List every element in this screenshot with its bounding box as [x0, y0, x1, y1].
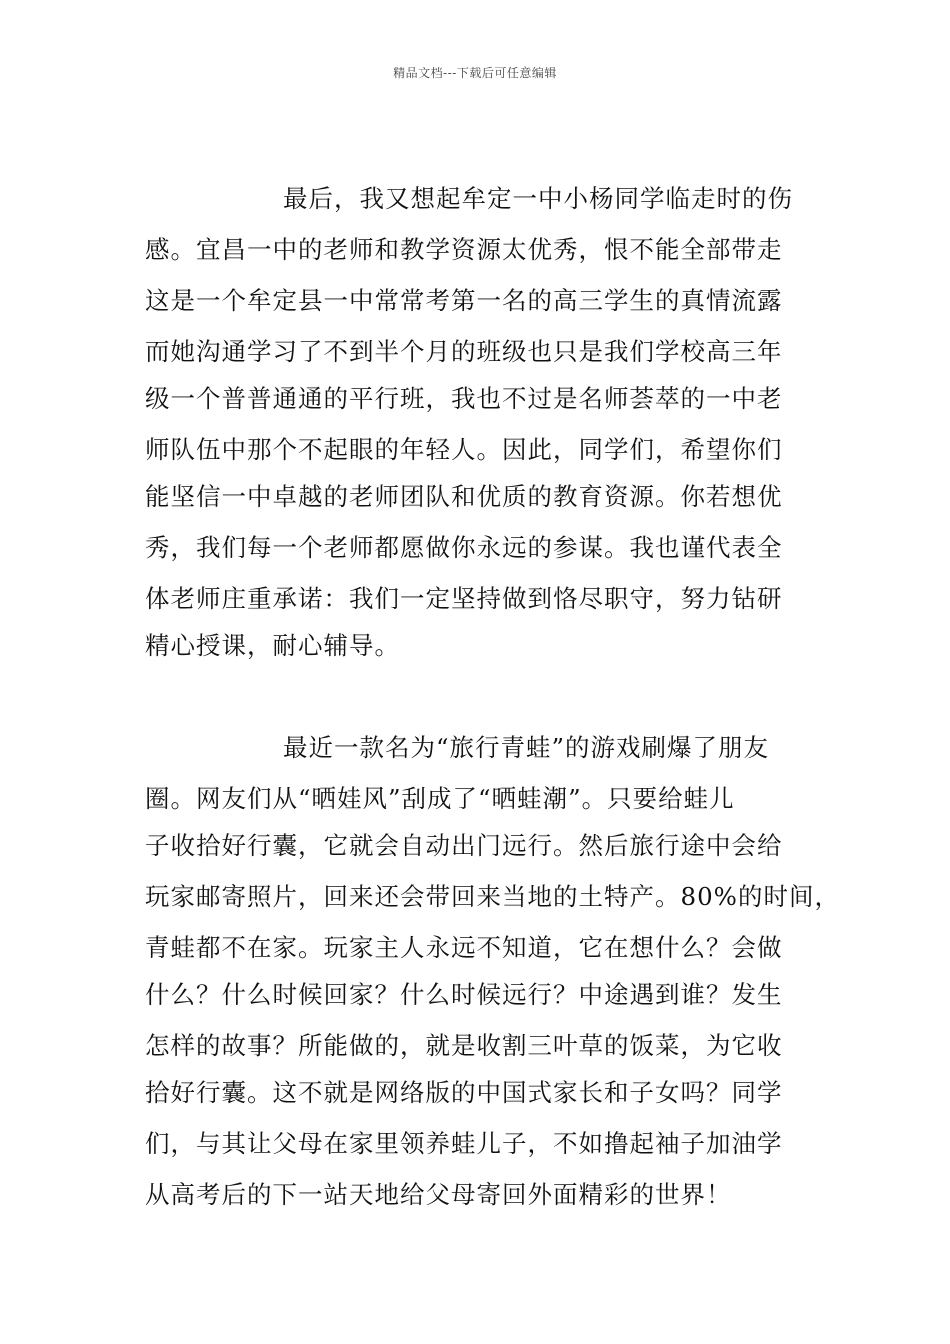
- paragraph-line: 体老师庄重承诺：我们一定坚持做到恪尽职守，努力钻研: [145, 584, 783, 613]
- paragraph-line: 拾好行囊。这不就是网络版的中国式家长和子女吗？同学: [145, 1078, 783, 1107]
- paragraph-line: 级一个普普通通的平行班，我也不过是名师荟萃的一中老: [145, 384, 783, 413]
- paragraph-line: 而她沟通学习了不到半个月的班级也只是我们学校高三年: [145, 337, 783, 366]
- paragraph-line: 最近一款名为“旅行青蛙”的游戏刷爆了朋友: [283, 733, 770, 762]
- paragraph-line: 圈。网友们从“晒娃风”刮成了“晒蛙潮”。只要给蛙儿: [145, 784, 735, 813]
- paragraph-line: 秀，我们每一个老师都愿做你永远的参谋。我也谨代表全: [145, 533, 783, 562]
- paragraph-line: 子收拾好行囊，它就会自动出门远行。然后旅行途中会给: [145, 831, 783, 860]
- paragraph-line: 青蛙都不在家。玩家主人永远不知道，它在想什么？会做: [145, 933, 783, 962]
- page-header: 精品文档---下载后可任意编辑: [393, 66, 557, 80]
- paragraph-line: 师队伍中那个不起眼的年轻人。因此，同学们，希望你们: [145, 435, 783, 464]
- paragraph-line: 什么？什么时候回家？什么时候远行？中途遇到谁？发生: [145, 980, 783, 1009]
- paragraph-line: 感。宜昌一中的老师和教学资源太优秀，恨不能全部带走: [145, 235, 783, 264]
- paragraph-line: 能坚信一中卓越的老师团队和优质的教育资源。你若想优: [145, 482, 783, 511]
- paragraph-line: 从高考后的下一站天地给父母寄回外面精彩的世界！: [145, 1180, 732, 1209]
- paragraph-line: 怎样的故事？所能做的，就是收割三叶草的饭菜，为它收: [145, 1031, 783, 1060]
- paragraph-line: 玩家邮寄照片，回来还会带回来当地的土特产。80%的时间，: [145, 882, 840, 911]
- paragraph-line: 这是一个牟定县一中常常考第一名的高三学生的真情流露: [145, 286, 783, 315]
- paragraph-line: 最后，我又想起牟定一中小杨同学临走时的伤: [283, 184, 793, 213]
- paragraph-line: 精心授课，耐心辅导。: [145, 631, 400, 660]
- paragraph-line: 们，与其让父母在家里领养蛙儿子，不如撸起袖子加油学: [145, 1129, 783, 1158]
